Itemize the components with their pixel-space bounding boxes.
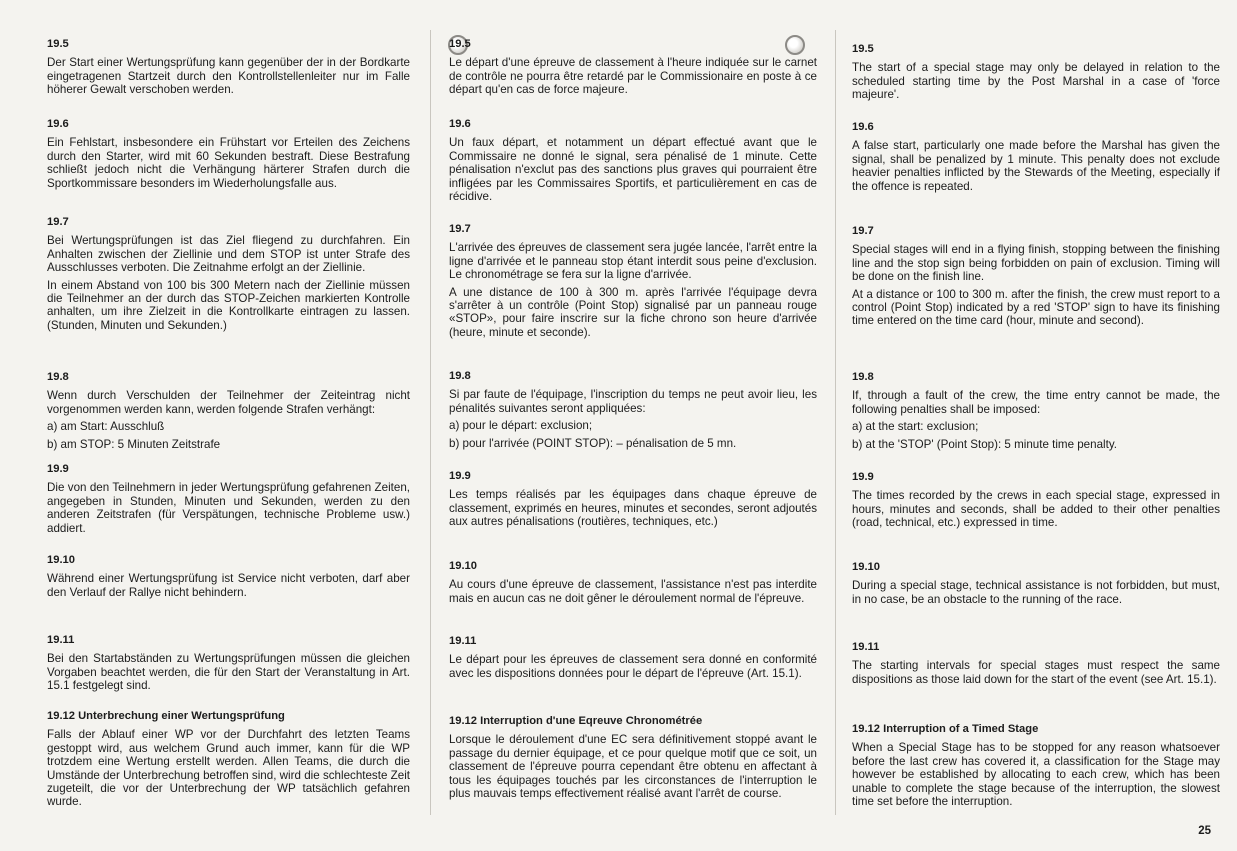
section-paragraph: When a Special Stage has to be stopped for any reason whatsoever before the last crew has covered it, a classification for the Stage may however be established by allocating to each crew, which has been unable to complete the stage because of the interruption, the slowest time set before the interruption. bbox=[852, 741, 1220, 809]
section-paragraph: Au cours d'une épreuve de classement, l'assistance n'est pas interdite mais en aucun cas ne doit gêner le déroulement normal de l'épreuve. bbox=[449, 578, 817, 605]
section-paragraph: If, through a fault of the crew, the time entry cannot be made, the following penalties shall be imposed: bbox=[852, 389, 1220, 416]
section-heading: 19.5 bbox=[449, 38, 471, 50]
section-paragraph: A une distance de 100 à 300 m. après l'arrivée l'équipage devra s'arrêter à un contrôle (Point Stop) signalisé par un panneau rouge «STOP», pour faire inscrire sur la fiche chrono son heure d'arrivée (heure, minute et seconde). bbox=[449, 285, 817, 339]
section-19-11 bbox=[852, 641, 1220, 690]
section-paragraph: a) am Start: Ausschluß bbox=[47, 420, 165, 434]
section-paragraph: Bei den Startabständen zu Wertungsprüfungen müssen die gleichen Vorgaben beachtet werden, die für den Start der Veranstaltung in Art. 15.1 festgelegt sind. bbox=[47, 652, 410, 693]
section-paragraph: The starting intervals for special stages must respect the same dispositions as those laid down for the start of the event (see Art. 15.1). bbox=[852, 659, 1220, 686]
section-paragraph: Der Start einer Wertungsprüfung kann gegenüber der in der Bordkarte eingetragenen Startzeit durch den Kontrollstellenleiter nur im Falle höherer Gewalt verschoben werden. bbox=[47, 56, 410, 97]
section-paragraph: L'arrivée des épreuves de classement sera jugée lancée, l'arrêt entre la ligne d'arrivée et le panneau stop étant interdit sous peine d'exclusion. Le chronométrage se fera sur la ligne d'arrivée. bbox=[449, 241, 817, 282]
section-paragraph: Während einer Wertungsprüfung ist Service nicht verboten, darf aber den Verlauf der Rallye nicht behindern. bbox=[47, 572, 410, 599]
column-divider bbox=[430, 30, 431, 815]
section-paragraph: Wenn durch Verschulden der Teilnehmer der Zeiteintrag nicht vorgenommen werden kann, werden folgende Strafen verhängt: bbox=[47, 389, 410, 416]
section-paragraph: The start of a special stage may only be delayed in relation to the scheduled starting time by the Post Marshal in a case of 'force majeure'. bbox=[852, 61, 1220, 102]
section-19-8 bbox=[47, 371, 410, 455]
section-19-6 bbox=[852, 121, 1220, 197]
section-19-10 bbox=[47, 554, 410, 603]
section-paragraph: Le départ pour les épreuves de classement sera donné en conformité avec les dispositions données pour le départ de l'épreuve (Art. 15.1). bbox=[449, 653, 817, 680]
section-paragraph: Un faux départ, et notamment un départ effectué avant que le Commissaire ne donné le signal, sera pénalisé de 1 minute. Cette pénalisation n'exclut pas des sanctions plus graves qui pourraient être infligées par les Commissaires Sportifs, et particulièrement en cas de récidive. bbox=[449, 136, 817, 204]
section-heading: 19.6 bbox=[47, 118, 69, 130]
section-heading: 19.8 bbox=[449, 370, 471, 382]
section-heading: 19.5 bbox=[47, 38, 69, 50]
section-heading: 19.7 bbox=[449, 223, 471, 235]
section-19-11 bbox=[449, 635, 817, 684]
section-paragraph: Bei Wertungsprüfungen ist das Ziel fliegend zu durchfahren. Ein Anhalten zwischen der Ziellinie und dem STOP ist unter Strafe des Ausschlusses verboten. Die Zeitnahme erfolgt an der Ziellinie. bbox=[47, 234, 410, 275]
section-19-6 bbox=[449, 118, 817, 207]
section-heading: 19.12 Interruption of a Timed Stage bbox=[852, 723, 1039, 735]
section-heading: 19.7 bbox=[852, 225, 874, 237]
section-19-9 bbox=[852, 471, 1220, 534]
section-19-5 bbox=[47, 38, 410, 101]
section-heading: 19.9 bbox=[449, 470, 471, 482]
section-19-9 bbox=[47, 463, 410, 539]
section-paragraph: In einem Abstand von 100 bis 300 Metern nach der Ziellinie müssen die Teilnehmer an der durch das STOP-Zeichen markierten Kontrolle anhalten, um ihre Zielzeit in die Kontrollkarte eintragen zu lassen. (Stunden, Minuten und Sekunden.) bbox=[47, 278, 410, 332]
section-paragraph: Le départ d'une épreuve de classement à l'heure indiquée sur le carnet de contrôle ne pourra être retardé par le Commissionaire en poste à ce départ qu'en cas de force majeure. bbox=[449, 56, 817, 97]
section-19-8 bbox=[449, 370, 817, 454]
section-paragraph: Les temps réalisés par les équipages dans chaque épreuve de classement, exprimés en heures, minutes et secondes, seront adjoutés aux autres pénalisations (routières, techniques, etc.) bbox=[449, 488, 817, 529]
section-paragraph: b) pour l'arrivée (POINT STOP): – pénalisation de 5 mn. bbox=[449, 436, 737, 450]
section-paragraph: Ein Fehlstart, insbesondere ein Frühstart vor Erteilen des Zeichens durch den Starter, wird mit 60 Sekunden bestraft. Diese Bestrafung schließt jedoch nicht die Verhängung härterer Strafen durch die Sportkommissare besonders im Wiederholungsfalle aus. bbox=[47, 136, 410, 190]
section-heading: 19.6 bbox=[852, 121, 874, 133]
section-paragraph: a) at the start: exclusion; bbox=[852, 420, 979, 434]
section-paragraph: At a distance or 100 to 300 m. after the finish, the crew must report to a control (Point Stop) indicated by a red 'STOP' sign to have its finishing time entered on the time card (hour, minute and second). bbox=[852, 287, 1220, 328]
section-paragraph: Falls der Ablauf einer WP vor der Durchfahrt des letzten Teams gestoppt wird, aus welchem Grund auch immer, kann für die WP trotzdem eine Wertung erstellt werden. Allen Teams, die durch die Umstände der Unterbrechung betroffen sind, wird die schlechteste Zeit zugeteilt, die vor der Unterbrechung der WP tatsächlich gefahren wurde. bbox=[47, 728, 410, 809]
section-19-5 bbox=[449, 38, 817, 101]
section-paragraph: a) pour le départ: exclusion; bbox=[449, 419, 593, 433]
section-paragraph: Lorsque le déroulement d'une EC sera définitivement stoppé avant le passage du dernier équipage, et ce pour quelque motif que ce soit, un classement de l'épreuve pourra cependant être obtenu en affectant à tous les équipages touchés par les circonstances de l'interruption le plus mauvais temps effectivement réalisé avant l'arrêt de course. bbox=[449, 733, 817, 801]
section-19-5 bbox=[852, 43, 1220, 106]
section-heading: 19.8 bbox=[852, 371, 874, 383]
section-19-10 bbox=[852, 561, 1220, 610]
section-19-7 bbox=[449, 223, 817, 343]
section-heading: 19.9 bbox=[852, 471, 874, 483]
section-heading: 19.11 bbox=[47, 634, 75, 646]
section-paragraph: Si par faute de l'équipage, l'inscription du temps ne peut avoir lieu, les pénalités suivantes seront appliquées: bbox=[449, 388, 817, 415]
section-19-9 bbox=[449, 470, 817, 533]
section-heading: 19.9 bbox=[47, 463, 69, 475]
section-19-7 bbox=[47, 216, 410, 336]
section-heading: 19.6 bbox=[449, 118, 471, 130]
section-19-6 bbox=[47, 118, 410, 194]
section-paragraph: b) am STOP: 5 Minuten Zeitstrafe bbox=[47, 437, 221, 451]
section-heading: 19.10 bbox=[47, 554, 75, 566]
section-heading: 19.12 Unterbrechung einer Wertungsprüfung bbox=[47, 710, 285, 722]
section-heading: 19.11 bbox=[852, 641, 880, 653]
section-19-10 bbox=[449, 560, 817, 609]
page-number: 25 bbox=[1198, 825, 1211, 837]
section-heading: 19.11 bbox=[449, 635, 477, 647]
section-19-12 bbox=[852, 723, 1220, 812]
section-19-7 bbox=[852, 225, 1220, 332]
section-19-12 bbox=[449, 715, 817, 804]
column-divider bbox=[835, 30, 836, 815]
section-paragraph: During a special stage, technical assistance is not forbidden, but must, in no case, be an obstacle to the running of the race. bbox=[852, 579, 1220, 606]
section-paragraph: Special stages will end in a flying finish, stopping between the finishing line and the stop sign being forbidden on pain of exclusion. Timing will be done on the finish line. bbox=[852, 243, 1220, 284]
section-paragraph: A false start, particularly one made before the Marshal has given the signal, shall be penalized by 1 minute. This penalty does not exclude heavier penalties inflicted by the Stewards of the Meeting, especially if the offence is repeated. bbox=[852, 139, 1220, 193]
section-19-11 bbox=[47, 634, 410, 697]
section-heading: 19.10 bbox=[449, 560, 477, 572]
section-heading: 19.5 bbox=[852, 43, 874, 55]
section-heading: 19.10 bbox=[852, 561, 880, 573]
section-heading: 19.8 bbox=[47, 371, 69, 383]
section-paragraph: b) at the 'STOP' (Point Stop): 5 minute time penalty. bbox=[852, 437, 1117, 451]
section-heading: 19.7 bbox=[47, 216, 69, 228]
section-paragraph: Die von den Teilnehmern in jeder Wertungsprüfung gefahrenen Zeiten, angegeben in Stunden, Minuten und Sekunden, werden zu den anderen Zeitstrafen (für Verspätungen, technische Probleme usw.) addiert. bbox=[47, 481, 410, 535]
section-19-8 bbox=[852, 371, 1220, 455]
section-19-12 bbox=[47, 710, 410, 813]
section-paragraph: The times recorded by the crews in each special stage, expressed in hours, minutes and seconds, shall be added to their other penalties (road, technical, etc.) expressed in time. bbox=[852, 489, 1220, 530]
section-heading: 19.12 Interruption d'une Eqreuve Chronométrée bbox=[449, 715, 703, 727]
